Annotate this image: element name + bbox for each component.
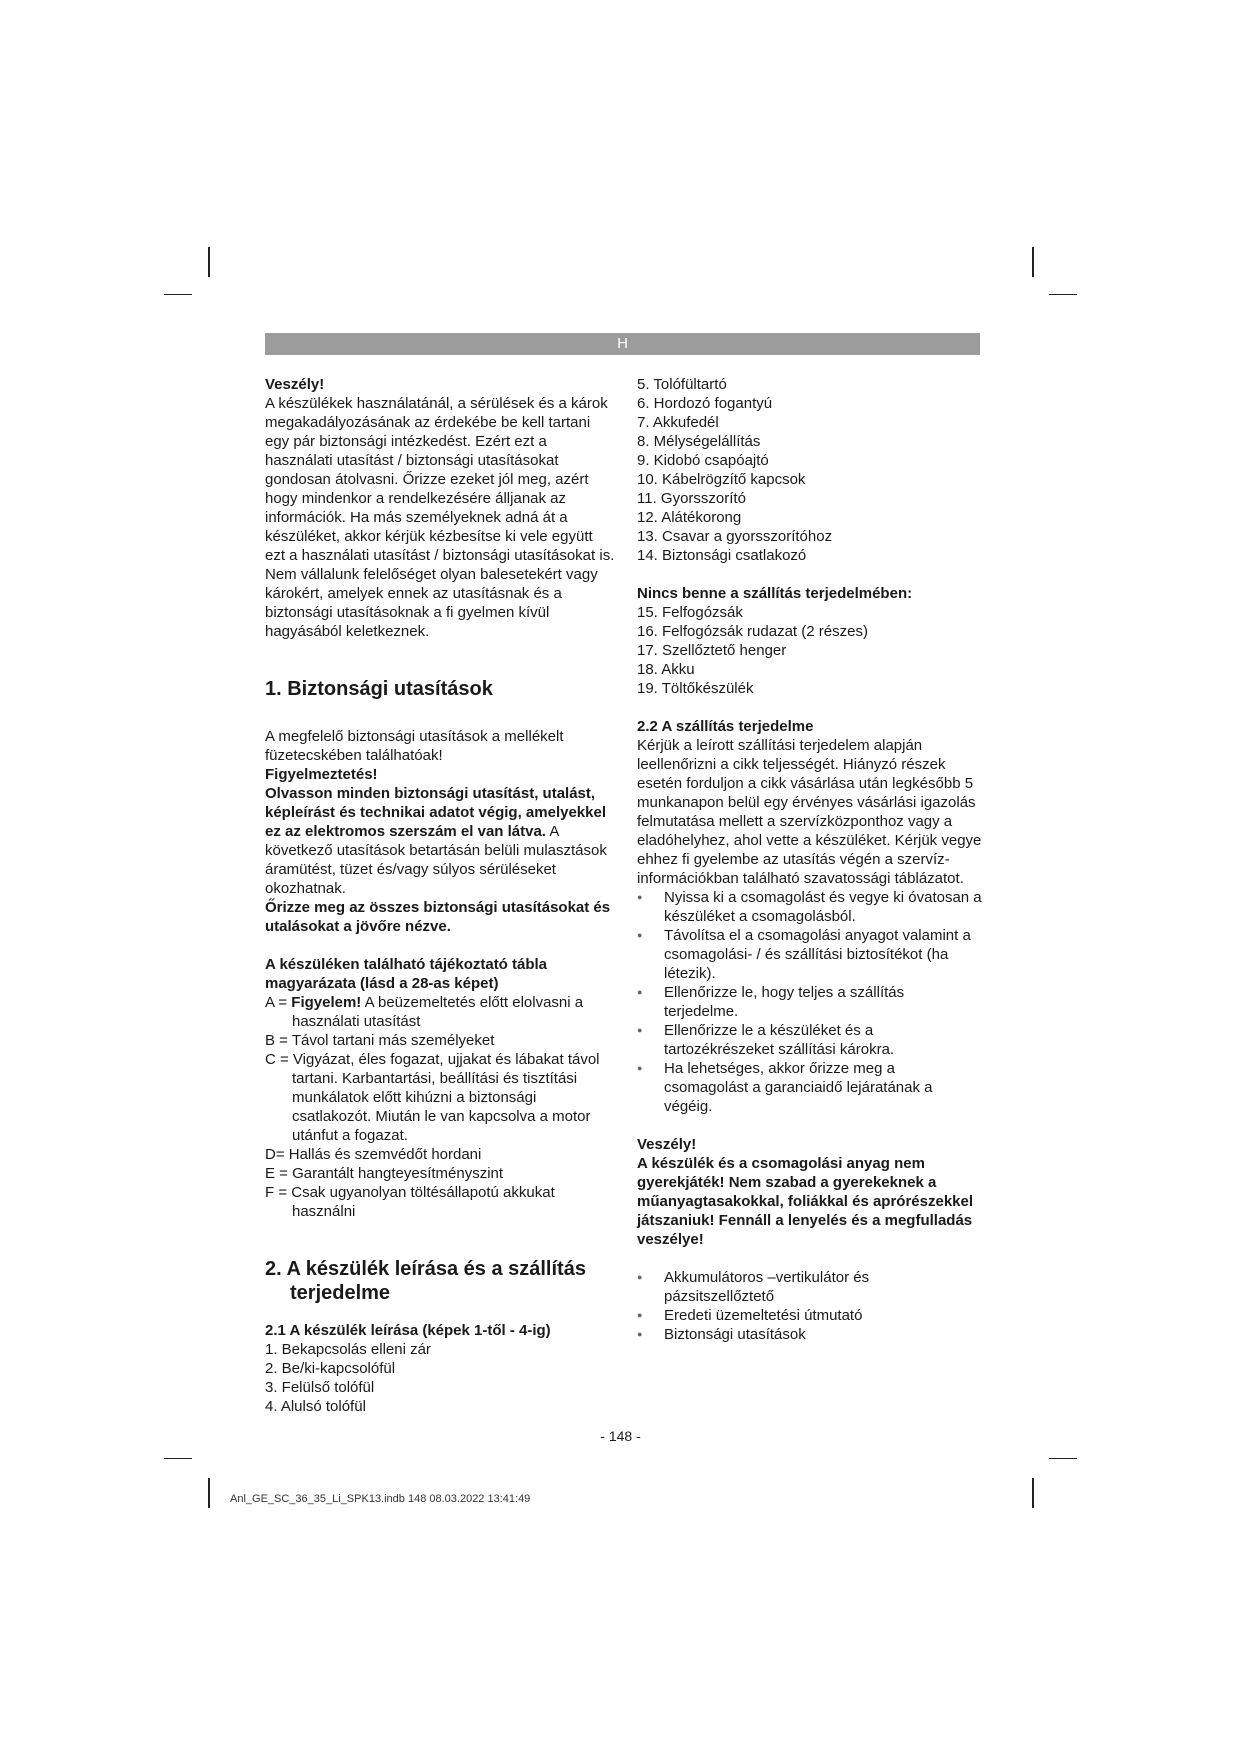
list-item: 9. Kidobó csapóajtó xyxy=(637,452,769,469)
sign-a-rest: A beüzemeltetés előtt elolvasni a használati utasítást xyxy=(292,994,584,1030)
danger-text-2: A készülék és a csomagolási anyag nem gyerekjáték! Nem szabad a gyerekeknek a műanyagtasakokkal, foliákkal és aprórészekkel játszaniuk! Fennáll a lenyelés és a megfulladás veszélye! xyxy=(637,1155,974,1248)
sign-a-bold: Figyelem! xyxy=(291,994,362,1011)
list-item: 15. Felfogózsák xyxy=(637,604,743,621)
print-footer: Anl_GE_SC_36_35_Li_SPK13.indb 148 08.03.2022 13:41:49 xyxy=(230,1493,531,1505)
sign-a-prefix: A = xyxy=(265,994,292,1011)
crop-mark xyxy=(1032,247,1034,277)
list-item: ● Biztonsági utasítások xyxy=(637,1325,982,1344)
crop-mark xyxy=(1032,1478,1034,1508)
warning-rest-text: A következő utasítások betartásán belüli mulasztások áramütést, tüzet és/vagy súlyos sérüléseket okozhatnak. xyxy=(265,823,607,897)
package-contents xyxy=(637,1268,982,1344)
list-item: 3. Felülső tolófül xyxy=(265,1379,375,1396)
language-header-bar: H xyxy=(265,333,980,355)
keep-instructions: Őrizze meg az összes biztonsági utasításokat és utalásokat a jövőre nézve. xyxy=(265,899,611,935)
danger-text: A készülékek használatánál, a sérülések és a károk megakadályozásának az érdekébe be kell tartani egy pár biztonsági intézkedést. Ezért ezt a használati utasítást / biztonsági utasításokat gondosan átolvasni. Őrizze ezeket jól meg, azért hogy mindenkor a rendelkezésére álljanak az információk. Ha más személyeknek adná át a készüléket, akkor kérjük kézbesítse ki vele együtt ezt a használati utasítást / biztonsági utasításokat is. Nem vállalunk felelőséget olyan balesetekért vagy károkért, amelyek ennek az utasításnak és a biztonsági utasításoknak a fi gyelmen kívül hagyásából keletkeznek. xyxy=(265,395,615,640)
list-item: ● Távolítsa el a csomagolási anyagot valamint a csomagolási- / és szállítási biztosítékot (ha létezik). xyxy=(637,926,982,983)
subsection-2-1-title: 2.1 A készülék leírása (képek 1-től - 4-ig) xyxy=(265,1322,551,1339)
list-item: 18. Akku xyxy=(637,661,695,678)
list-item: 13. Csavar a gyorsszorítóhoz xyxy=(637,528,833,545)
not-included-title: Nincs benne a szállítás terjedelmében: xyxy=(637,585,913,602)
list-item: 8. Mélységelállítás xyxy=(637,433,761,450)
sign-legend-title: A készüléken található tájékoztató tábla magyarázata (lásd a 28-as képet) xyxy=(265,956,548,992)
sign-e: E = Garantált hangteyesítményszint xyxy=(265,1165,504,1182)
section1-intro: A megfelelő biztonsági utasítások a mellékelt füzetecskében találhatóak! xyxy=(265,728,564,764)
list-item: ● Nyissa ki a csomagolást és vegye ki óvatosan a készüléket a csomagolásból. xyxy=(637,888,982,926)
sign-c: C = Vigyázat, éles fogazat, ujjakat és lábakat távol tartani. Karbantartási, beállítási és tisztítási munkálatok előtt kihúzni a biztonsági csatlakozót. Miután le van kapcsolva a motor utánfut a fogazat. xyxy=(265,1051,600,1144)
list-item: 11. Gyorsszorító xyxy=(637,490,746,507)
list-item: 10. Kábelrögzítő kapcsok xyxy=(637,471,806,488)
sign-d: D= Hallás és szemvédőt hordani xyxy=(265,1146,482,1163)
list-item: 12. Alátékorong xyxy=(637,509,742,526)
list-item: 4. Alulsó tolófül xyxy=(265,1398,366,1415)
danger-title: Veszély! xyxy=(265,376,325,393)
list-item: ● Ellenőrizze le a készüléket és a tartozékrészeket szállítási károkra. xyxy=(637,1021,982,1059)
parts-list-right xyxy=(637,375,982,565)
list-item: 1. Bekapcsolás elleni zár xyxy=(265,1341,431,1358)
left-column xyxy=(265,375,615,1416)
section1-heading: 1. Biztonsági utasítások xyxy=(265,678,493,700)
section2-heading-line2: terjedelme xyxy=(290,1282,391,1304)
page-number: - 148 - xyxy=(600,1428,641,1444)
sign-b: B = Távol tartani más személyeket xyxy=(265,1032,495,1049)
right-column xyxy=(637,375,982,1344)
danger-title-2: Veszély! xyxy=(637,1136,697,1153)
list-item: 5. Tolófültartó xyxy=(637,376,727,393)
warning-paragraph xyxy=(265,784,615,898)
section2-heading xyxy=(265,1257,615,1305)
sign-a xyxy=(265,993,615,1031)
crop-mark xyxy=(208,1478,210,1508)
list-item: 14. Biztonsági csatlakozó xyxy=(637,547,807,564)
unpacking-steps xyxy=(637,888,982,1116)
list-item: 7. Akkufedél xyxy=(637,414,719,431)
subsection-2-2-title: 2.2 A szállítás terjedelme xyxy=(637,718,814,735)
list-item: 6. Hordozó fogantyú xyxy=(637,395,773,412)
list-item: ● Ha lehetséges, akkor őrizze meg a csomagolást a garanciaidő lejáratának a végéig. xyxy=(637,1059,982,1116)
list-item: ● Eredeti üzemeltetési útmutató xyxy=(637,1306,982,1325)
parts-list-left xyxy=(265,1340,615,1416)
delivery-scope-text: Kérjük a leírott szállítási terjedelem alapján leellenőrizni a cikk teljességét. Hiányzó részek esetén forduljon a cikk vásárlása után legkésőbb 5 munkanapon belül egy érvényes vásárlási igazolás felmutatása mellett a szervízközponthoz vagy a eladóhelyhez, ahol vette a készüléket. Kérjük vegye ehhez fi gyelembe az utasítás végén a szervíz-információkban található szavatossági táblázatot. xyxy=(637,737,982,887)
sign-f: F = Csak ugyanolyan töltésállapotú akkukat használni xyxy=(265,1184,555,1220)
not-included-list xyxy=(637,603,982,698)
section2-heading-line1: 2. A készülék leírása és a szállítás xyxy=(265,1258,586,1280)
crop-mark xyxy=(1049,294,1077,295)
crop-mark xyxy=(164,1458,192,1459)
list-item: 17. Szellőztető henger xyxy=(637,642,787,659)
list-item: ● Akkumulátoros –vertikulátor és pázsitszellőztető xyxy=(637,1268,982,1306)
warning-title: Figyelmeztetés! xyxy=(265,766,378,783)
list-item: 19. Töltőkészülék xyxy=(637,680,754,697)
list-item: 2. Be/ki-kapcsolófül xyxy=(265,1360,396,1377)
warning-bold-text: Olvasson minden biztonsági utasítást, utalást, képleírást és technikai adatot végig, amelyekkel ez az elektromos szerszám el van látva. xyxy=(265,785,607,840)
list-item: 16. Felfogózsák rudazat (2 részes) xyxy=(637,623,868,640)
crop-mark xyxy=(208,247,210,277)
crop-mark xyxy=(1049,1458,1077,1459)
crop-mark xyxy=(164,294,192,295)
list-item: ● Ellenőrizze le, hogy teljes a szállítás terjedelme. xyxy=(637,983,982,1021)
